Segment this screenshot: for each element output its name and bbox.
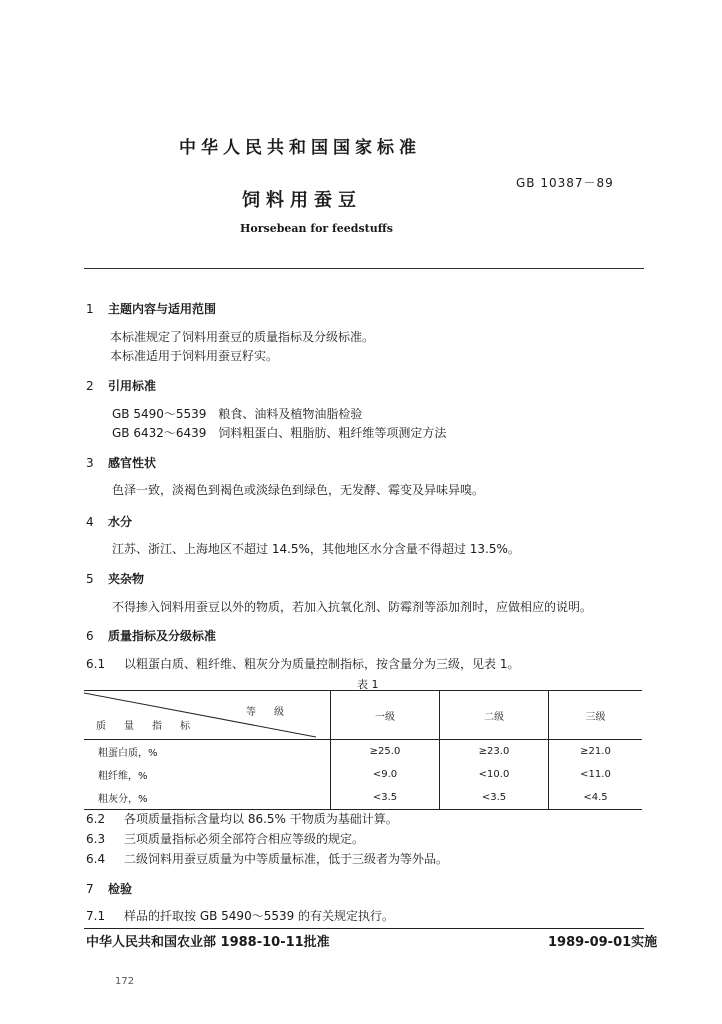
section-title: 质量指标及分级标准 [108,629,217,643]
section-number: 4 [86,515,94,529]
reference-line: GB 6432～6439 饲料粗蛋白、粗脂肪、粗纤维等项测定方法 [112,426,447,440]
section-number: 6 [86,629,94,643]
diagonal-header-cell [84,691,331,740]
paragraph: 色泽一致，淡褐色到褐色或淡绿色到绿色，无发酵、霉变及异味异嗅。 [112,483,485,497]
section-3-heading [86,454,156,471]
column-header: 一级 [331,691,440,740]
footer-rule [84,928,644,929]
section-title: 感官性状 [108,456,157,470]
effective-date: 1989-09-01实施 [548,935,658,950]
clause-6-4 [86,850,448,867]
section-number: 5 [86,572,94,586]
page-number: 172 [115,976,135,987]
approval-statement: 中华人民共和国农业部 1988-10-11批准 [86,935,330,950]
table-cell: <3.5 [440,786,549,810]
english-title: Horsebean for feedstuffs [240,222,393,235]
row-label: 粗纤维，% [98,771,148,782]
table-cell: <11.0 [549,763,643,786]
table-row [84,786,642,810]
paragraph: 不得掺入饲料用蚕豆以外的物质，若加入抗氧化剂、防霉剂等添加剂时，应做相应的说明。 [112,600,593,614]
table-cell: ≥23.0 [440,740,549,764]
table-cell: ≥21.0 [549,740,643,764]
section-number: 2 [86,379,94,393]
indicator-header: 质 量 指 标 [96,721,194,732]
section-1-heading [86,300,216,317]
clause-number: 6.3 [86,832,106,846]
clause-text: 二级饲料用蚕豆质量为中等质量标准，低于三级者为等外品。 [124,852,449,866]
quality-table [84,690,642,810]
column-header: 三级 [549,691,643,740]
section-number: 3 [86,456,94,470]
table-cell: <3.5 [331,786,440,810]
clause-7-1 [86,907,394,924]
table-cell: <10.0 [440,763,549,786]
paragraph: 江苏、浙江、上海地区不超过 14.5%，其他地区水分含量不得超过 13.5%。 [112,542,520,556]
paragraph: 本标准规定了饲料用蚕豆的质量指标及分级标准。 [110,330,375,344]
document-title: 饲料用蚕豆 [242,190,362,211]
section-number: 7 [86,882,94,896]
table-caption: 表 1 [357,678,379,691]
table-row [84,740,642,764]
table-cell: <4.5 [549,786,643,810]
clause-6-3 [86,830,364,847]
header-rule [84,268,644,269]
section-title: 检验 [108,882,133,896]
section-title: 夹杂物 [108,572,145,586]
clause-number: 6.2 [86,812,106,826]
grade-header: 等 级 [246,707,288,718]
table-row [84,763,642,786]
clause-number: 6.1 [86,657,106,671]
section-4-heading [86,513,132,530]
clause-text: 以粗蛋白质、粗纤维、粗灰分为质量控制指标，按含量分为三级，见表 1。 [124,657,520,671]
table-cell: ≥25.0 [331,740,440,764]
row-label: 粗蛋白质，% [98,748,158,759]
clause-number: 7.1 [86,909,106,923]
section-7-heading [86,880,132,897]
section-2-heading [86,377,156,394]
section-title: 水分 [108,515,133,529]
clause-6-2 [86,810,398,827]
table-header-row [84,691,642,740]
column-header: 二级 [440,691,549,740]
section-6-heading [86,627,216,644]
section-5-heading [86,570,144,587]
clause-text: 样品的扦取按 GB 5490～5539 的有关规定执行。 [124,909,395,923]
reference-line: GB 5490～5539 粮食、油料及植物油脂检验 [112,407,363,421]
clause-text: 各项质量指标含量均以 86.5% 干物质为基础计算。 [124,812,398,826]
main-title: 中华人民共和国国家标准 [179,138,421,158]
table-cell: <9.0 [331,763,440,786]
clause-number: 6.4 [86,852,106,866]
clause-6-1 [86,655,519,672]
section-title: 主题内容与适用范围 [108,302,217,316]
row-label: 粗灰分，% [84,786,331,810]
clause-text: 三项质量指标必须全部符合相应等级的规定。 [124,832,365,846]
standard-number: GB 10387－89 [516,176,614,190]
paragraph: 本标准适用于饲料用蚕豆籽实。 [110,349,279,363]
section-title: 引用标准 [108,379,157,393]
section-number: 1 [86,302,94,316]
